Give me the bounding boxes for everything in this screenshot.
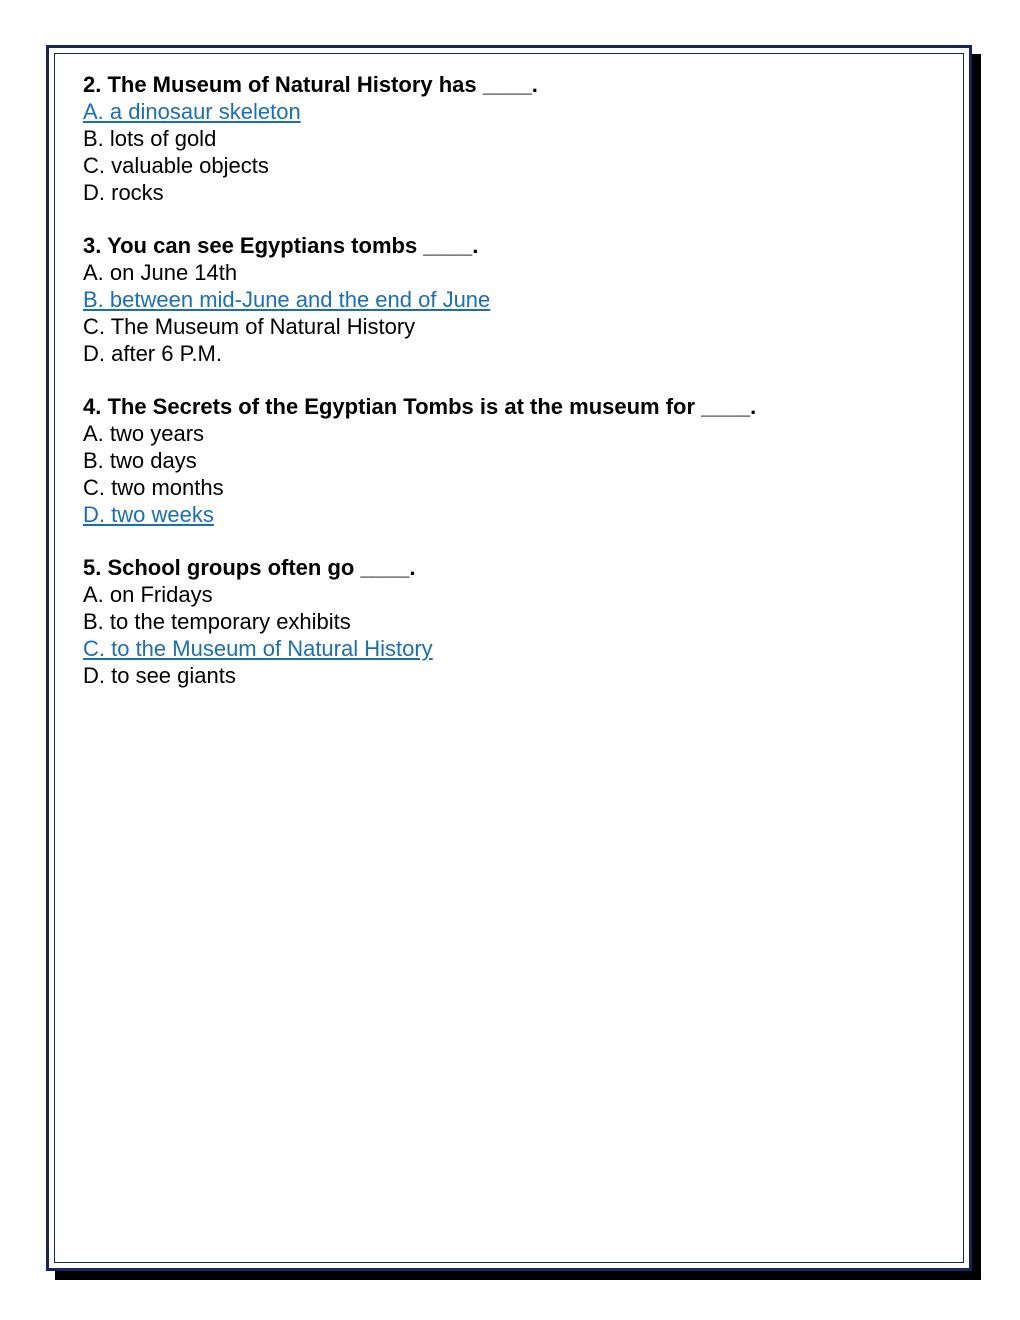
question-4 <box>83 393 943 528</box>
question-title: 3. You can see Egyptians tombs ____. <box>83 233 479 258</box>
option-c: C. valuable objects <box>83 153 269 178</box>
option-a: A. on June 14th <box>83 260 238 285</box>
option-b[interactable]: B. between mid-June and the end of June <box>83 287 491 312</box>
option-b: B. two days <box>83 448 197 473</box>
option-b: B. lots of gold <box>83 126 217 151</box>
option-c: C. The Museum of Natural History <box>83 314 416 339</box>
option-d: D. after 6 P.M. <box>83 341 222 366</box>
question-5 <box>83 554 943 689</box>
question-2 <box>83 71 943 206</box>
option-b: B. to the temporary exhibits <box>83 609 351 634</box>
option-a: A. two years <box>83 421 205 446</box>
question-title: 5. School groups often go ____. <box>83 555 416 580</box>
option-a[interactable]: A. a dinosaur skeleton <box>83 99 301 124</box>
quiz-content <box>83 71 943 715</box>
question-title: 2. The Museum of Natural History has ____. <box>83 72 538 97</box>
option-d: D. to see giants <box>83 663 236 688</box>
question-3 <box>83 232 943 367</box>
option-c[interactable]: C. to the Museum of Natural History <box>83 636 433 661</box>
option-d: D. rocks <box>83 180 164 205</box>
option-a: A. on Fridays <box>83 582 213 607</box>
option-c: C. two months <box>83 475 224 500</box>
option-d[interactable]: D. two weeks <box>83 502 214 527</box>
question-title: 4. The Secrets of the Egyptian Tombs is at the museum for ____. <box>83 394 757 419</box>
